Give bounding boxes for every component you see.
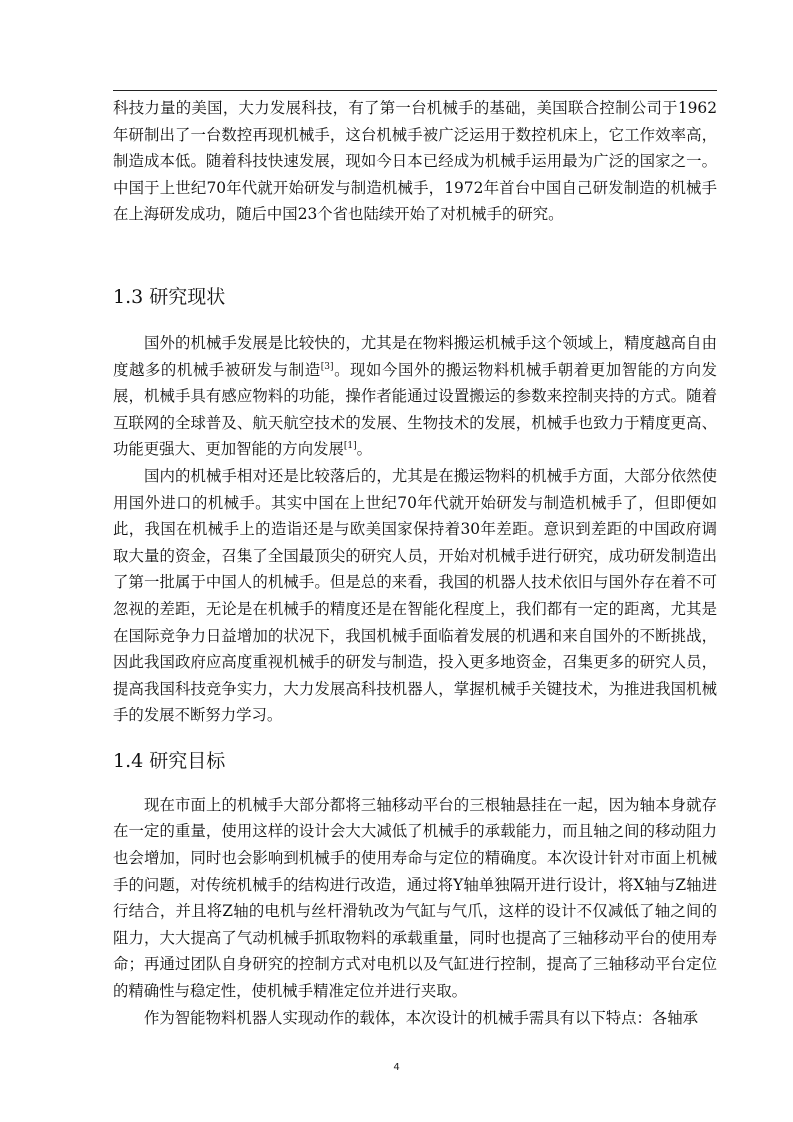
section-1-4-paragraph-1: 现在市面上的机械手大部分都将三轴移动平台的三根轴悬挂在一起，因为轴本身就存在一定的重量，使用这样的设计会大大减低了机械手的承载能力，而且轴之间的移动阻力也会增加，同时也会影响到机械手的使用寿命与定位的精确度。本次设计针对市面上机械手的问题，对传统机械手的结构进行改造，通过将Y轴单独隔开进行设计，将X轴与Z轴进行结合，并且将Z轴的电机与丝杆滑轨改为气缸与气爪，这样的设计不仅减低了轴之间的阻力，大大提高了气动机械手抓取物料的承载重量，同时也提高了三轴移动平台的使用寿命；再通过团队自身研究的控制方式对电机以及气缸进行控制，提高了三轴移动平台定位的精确性与稳定性，使机械手精准定位并进行夹取。 xyxy=(113,795,717,1001)
citation-3: [3] xyxy=(320,361,334,372)
text-run: 。现如今国外的搬运物料机械手朝着更加智能的方向发展，机械手具有感应物料的功能，操作者能通过设置搬运的参数来控制夹持的方式。随着互联网的全球普及、航天航空技术的发展、生物技术的发展，机械手也致力于精度更高、功能更强大、更加智能的方向发展 xyxy=(113,360,717,459)
section-1-3-heading: 1.3 研究现状 xyxy=(113,285,226,308)
section-1-2-tail-paragraph: 科技力量的美国，大力发展科技，有了第一台机械手的基础，美国联合控制公司于1962年研制出了一台数控再现机械手，这台机械手被广泛运用于数控机床上，它工作效率高，制造成本低。随着科技快速发展，现如今日本已经成为机械手运用最为广泛的国家之一。中国于上世纪70年代就开始研发与制造机械手，1972年首台中国自己研发制造的机械手在上海研发成功，随后中国23个省也陆续开始了对机械手的研究。 xyxy=(113,99,717,224)
header-rule xyxy=(113,90,717,91)
section-1-3-paragraph-2: 国内的机械手相对还是比较落后的，尤其是在搬运物料的机械手方面，大部分依然使用国外进口的机械手。其实中国在上世纪70年代就开始研发与制造机械手了，但即便如此，我国在机械手上的造诣还是与欧美国家保持着30年差距。意识到差距的中国政府调取大量的资金，召集了全国最顶尖的研究人员，开始对机械手进行研究，成功研发制造出了第一批属于中国人的机械手。但是总的来看，我国的机器人技术依旧与国外存在着不可忽视的差距，无论是在机械手的精度还是在智能化程度上，我们都有一定的距离，尤其是在国际竞争力日益增加的状况下，我国机械手面临着发展的机遇和来自国外的不断挑战，因此我国政府应高度重视机械手的研发与制造，投入更多地资金，召集更多的研究人员，提高我国科技竞争实力，大力发展高科技机器人，掌握机械手关键技术，为推进我国机械手的发展不断努力学习。 xyxy=(113,466,717,725)
citation-1: [1] xyxy=(343,441,357,452)
section-1-3-paragraph-1 xyxy=(113,330,717,463)
section-1-4-heading: 1.4 研究目标 xyxy=(113,749,226,772)
section-1-4-paragraph-2: 作为智能物料机器人实现动作的载体，本次设计的机械手需具有以下特点：各轴承 xyxy=(144,1008,699,1027)
text-run: 。 xyxy=(356,440,373,459)
page-number: 4 xyxy=(393,1062,400,1073)
document-body xyxy=(113,95,717,1031)
text-run: 国外的机械手发展是比较快的，尤其是在物料搬运机械手这个领域上，精度越高自由度越多的机械手被研发与制造 xyxy=(113,333,717,379)
